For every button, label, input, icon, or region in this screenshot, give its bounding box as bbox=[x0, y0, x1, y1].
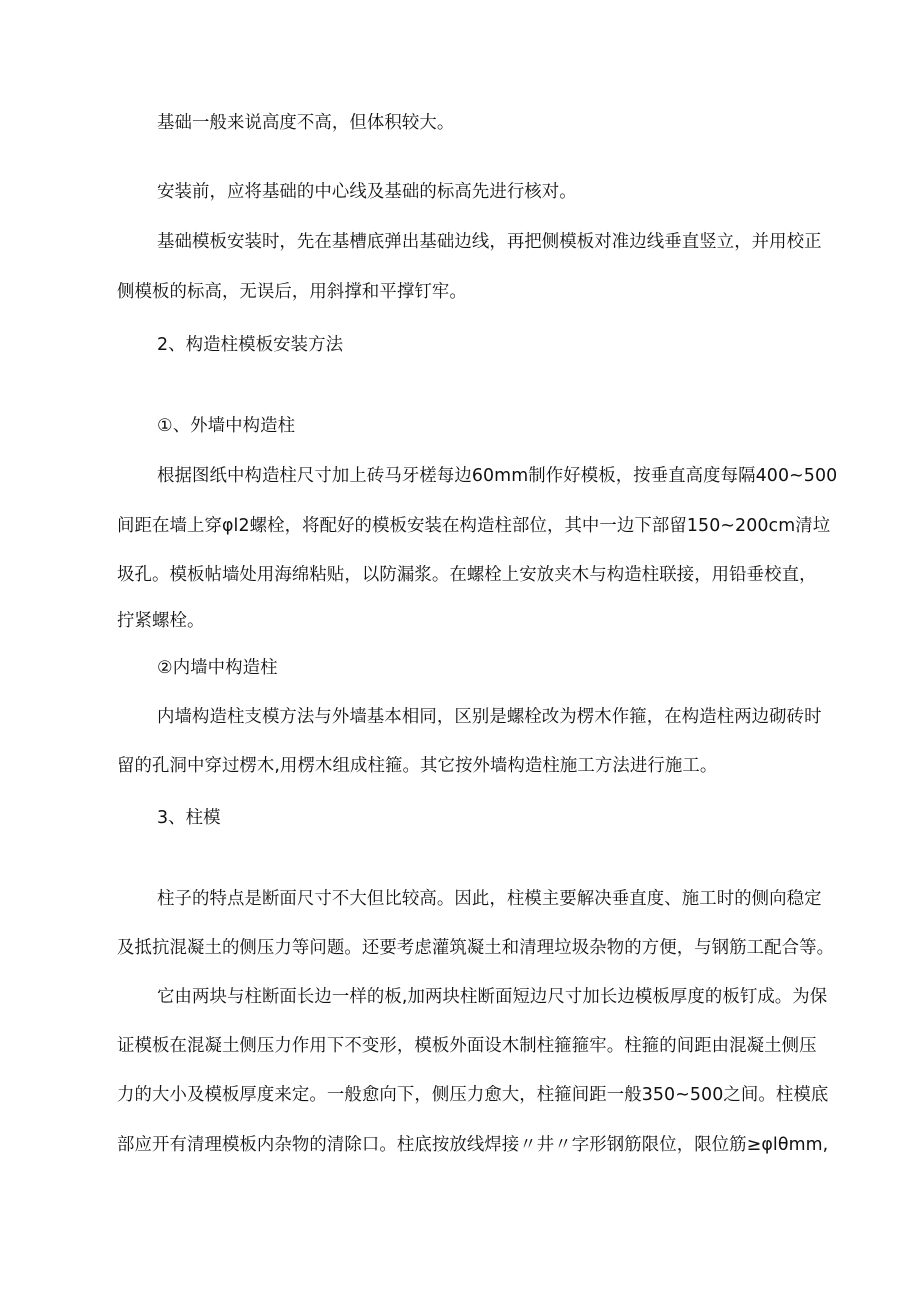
paragraph-line: 证模板在混凝土侧压力作用下不变形，模板外面设木制柱箍箍牢。柱箍的间距由混凝土侧压 bbox=[117, 1036, 817, 1056]
paragraph-line: 拧紧螺栓。 bbox=[117, 611, 205, 631]
paragraph-line: 侧模板的标高，无误后，用斜撑和平撑钉牢。 bbox=[117, 282, 467, 302]
paragraph-line: 安装前，应将基础的中心线及基础的标高先进行核对。 bbox=[157, 182, 577, 202]
section-heading: 2、构造柱模板安装方法 bbox=[157, 335, 344, 355]
paragraph-line: 内墙构造柱支模方法与外墙基本相同，区别是螺栓改为楞木作箍，在构造柱两边砌砖时 bbox=[157, 707, 822, 727]
paragraph-line: 圾孔。模板帖墙处用海绵粘贴，以防漏浆。在螺栓上安放夹木与构造柱联接，用铅垂校直， bbox=[117, 565, 817, 585]
paragraph-line: 及抵抗混凝土的侧压力等问题。还要考虑灌筑凝土和清理垃圾杂物的方便，与钢筋工配合等。 bbox=[117, 938, 835, 958]
paragraph-line: 力的大小及模板厚度来定。一般愈向下，侧压力愈大，柱箍间距一般350~500之间。柱模底 bbox=[117, 1085, 829, 1105]
paragraph-line: 间距在墙上穿φl2螺栓，将配好的模板安装在构造柱部位，其中一边下部留150~200cm清垃 bbox=[117, 516, 831, 536]
paragraph-line: 根据图纸中构造柱尺寸加上砖马牙槎每边60mm制作好模板，按垂直高度每隔400~500 bbox=[157, 466, 838, 486]
paragraph-line: 基础模板安装时，先在基槽底弹出基础边线，再把侧模板对准边线垂直竖立，并用校正 bbox=[157, 232, 822, 252]
paragraph-line: 基础一般来说高度不高，但体积较大。 bbox=[157, 113, 455, 133]
subsection-heading: ①、外墙中构造柱 bbox=[157, 416, 296, 436]
paragraph-line: 它由两块与柱断面长边一样的板,加两块柱断面短边尺寸加长边模板厚度的板钉成。为保 bbox=[157, 987, 828, 1007]
paragraph-line: 留的孔洞中穿过楞木,用楞木组成柱箍。其它按外墙构造柱施工方法进行施工。 bbox=[117, 756, 718, 776]
section-heading: 3、柱模 bbox=[157, 808, 221, 828]
paragraph-line: 柱子的特点是断面尺寸不大但比较高。因此，柱模主要解决垂直度、施工时的侧向稳定 bbox=[157, 889, 822, 909]
subsection-heading: ②内墙中构造柱 bbox=[157, 658, 278, 678]
paragraph-line: 部应开有清理模板内杂物的清除口。柱底按放线焊接〃井〃字形钢筋限位，限位筋≥φlθmm, bbox=[117, 1135, 829, 1155]
